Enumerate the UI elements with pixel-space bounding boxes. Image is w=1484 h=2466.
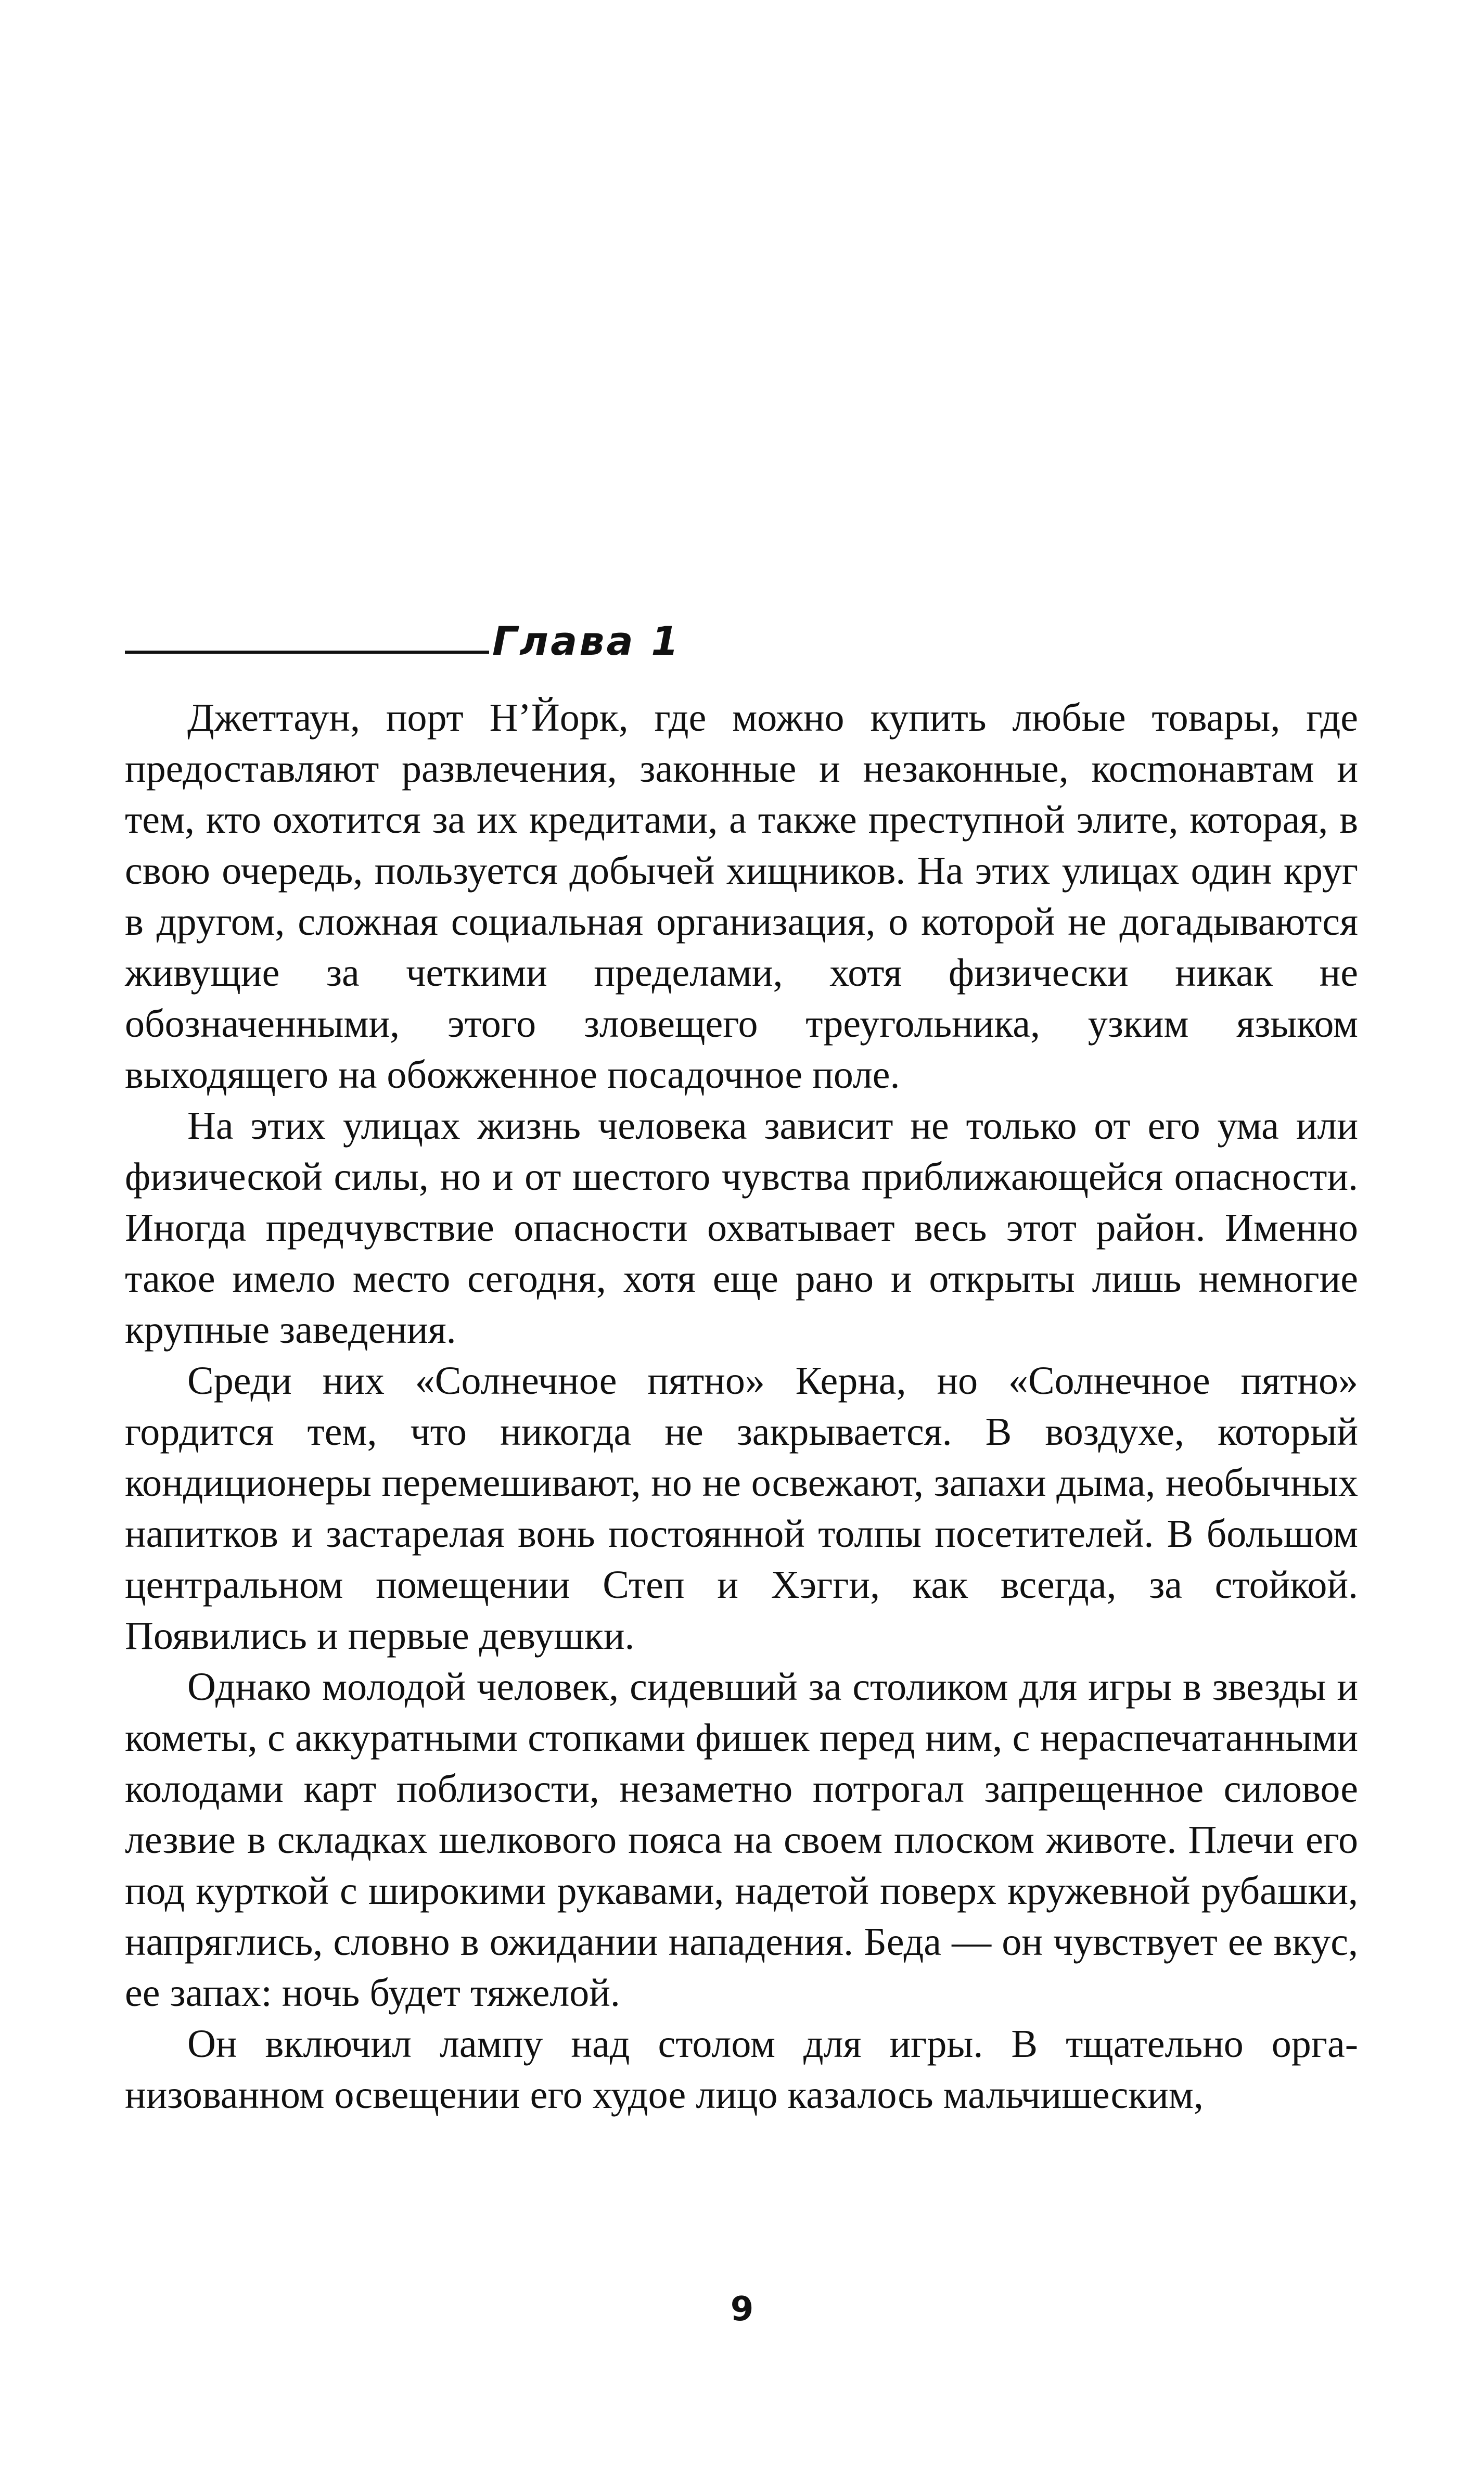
chapter-heading <box>125 604 1363 664</box>
paragraph: Среди них «Солнечное пятно» Керна, но «Солнечное пятно» гордится тем, что никогда не закрывается. В воздухе, который кондиционеры перемешивают, но не освежают, запахи дыма, необычных напитков и застарелая вонь постоянной толпы посетителей. В большом центральном помещении Степ и Хэгги, как всегда, за стойкой. Появились и первые девушки. <box>125 1359 1358 1658</box>
chapter-heading-rule <box>125 651 489 654</box>
paragraph: Он включил лампу над столом для игры. В тщательно организованном освещении его худое лицо казалось мальчишеским, <box>125 2022 1358 2117</box>
page-number: 9 <box>730 2290 754 2329</box>
paragraph: На этих улицах жизнь человека зависит не только от его ума или физической силы, но и от шестого чувства приближающейся опасности. Иногда предчувствие опасности охватывает весь этот район. Именно такое имело место сегодня, хотя еще рано и открыты лишь немногие крупные заведения. <box>125 1104 1358 1352</box>
paragraph: Джеттаун, порт Н’Йорк, где можно купить любые товары, где предоставляют развлечения, законные и незаконные, косmонавтам и тем, кто охотится за их кредитами, а также преступной элите, которая, в свою очередь, пользуется добычей хищников. На этих улицах один круг в другом, сложная социальная организация, о которой не догадываются живущие за четкими пределами, хотя физически никак не обозначенными, этого зловещего треугольника, узким языком выходящего на обожженное посадочное поле. <box>125 696 1358 1097</box>
paragraph: Однако молодой человек, сидевший за столиком для игры в звезды и кометы, с аккуратными стопками фишек перед ним, с нераспечатанными колодами карт поблизости, незаметно потрогал запрещенное силовое лезвие в складках шелкового пояса на своем плоском животе. Плечи его под курткой с широкими рукавами, надетой поверх кружевной рубашки, напряглись, словно в ожидании нападения. Беда — он чувствует ее вкус, ее запах: ночь будет тяжелой. <box>125 1665 1358 2015</box>
chapter-title: Глава 1 <box>492 618 681 664</box>
chapter-body <box>125 692 1358 2120</box>
